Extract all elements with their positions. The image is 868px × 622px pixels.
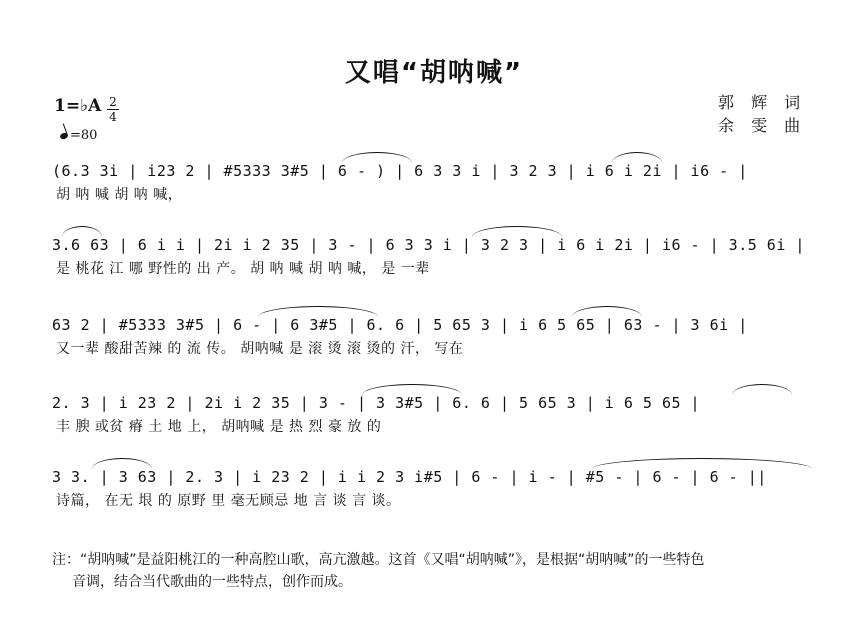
lyrics: 是 桃花 江 哪 野性的 出 产。 胡 呐 喊 胡 呐 喊， 是 一辈 — [56, 261, 430, 277]
notation: 63 2 | #5333 3#5 | 6 - | 6 3#5 | 6. 6 | 5 65 3 | i 6 5 65 | 63 - | 3 6i | — [52, 316, 748, 334]
footnote-line-2: 音调，结合当代歌曲的一些特点，创作而成。 — [72, 574, 352, 590]
notation: 3 3. | 3 63 | 2. 3 | i 23 2 | i i 2 3 i#5 | 6 - | i - | #5 - | 6 - | 6 - || — [52, 468, 767, 486]
key-signature: 1=♭A — [54, 96, 102, 116]
footnote-line-1: 注：“胡呐喊”是益阳桃江的一种高腔山歌，高亢激越。这首《又唱“胡呐喊”》，是根据“胡呐喊”的一些特色 — [52, 552, 705, 568]
score-line-2 — [52, 214, 812, 277]
time-signature-top: 2 — [109, 95, 117, 109]
song-title: 又唱“胡呐喊” — [344, 58, 524, 88]
lyrics: 诗篇， 在无 垠 的 原野 里 毫无顾忌 地 言 谈 言 谈。 — [56, 493, 401, 509]
quarter-note-icon — [59, 132, 69, 140]
score-line-4 — [52, 372, 812, 435]
score-line-3 — [52, 294, 812, 357]
tempo-value: =80 — [70, 128, 98, 143]
time-signature-bottom: 4 — [109, 110, 117, 124]
lyrics: 丰 腴 或贫 瘠 土 地 上， 胡呐喊 是 热 烈 豪 放 的 — [56, 419, 382, 435]
notation: 3.6 63 | 6 i i | 2i i 2 35 | 3 - | 6 3 3 i | 3 2 3 | i 6 i 2i | i6 - | 3.5 6i | — [52, 236, 805, 254]
footnote — [52, 549, 822, 593]
notation: (6.3 3i | i23 2 | #5333 3#5 | 6 - ) | 6 3 3 i | 3 2 3 | i 6 i 2i | i6 - | — [52, 162, 748, 180]
notation: 2. 3 | i 23 2 | 2i i 2 35 | 3 - | 3 3#5 | 6. 6 | 5 65 3 | i 6 5 65 | — [52, 394, 701, 412]
composer-credit: 余 雯 曲 — [718, 116, 807, 135]
score-line-5 — [52, 446, 812, 509]
lyricist-credit: 郭 辉 词 — [718, 93, 807, 112]
score-line-1 — [52, 140, 812, 203]
time-signature — [107, 96, 119, 123]
lyrics: 又一辈 酸甜苦辣 的 流 传。 胡呐喊 是 滚 烫 滚 烫的 汗， 写在 — [56, 341, 464, 357]
lyrics: 胡 呐 喊 胡 呐 喊， — [56, 187, 183, 203]
